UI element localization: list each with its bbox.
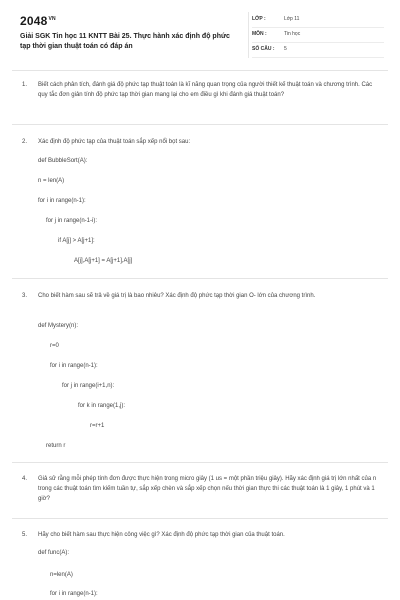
question-divider <box>12 462 388 463</box>
meta-subject: MÔN : Tin học <box>252 29 384 43</box>
code-line: if A[j] > A[j+1]: <box>58 238 95 244</box>
code-line: for j in range(i+1,n): <box>62 383 115 389</box>
code-line: r=0 <box>50 343 59 349</box>
document-title: Giải SGK Tin học 11 KNTT Bài 25. Thực hành xác định độ phức tạp thời gian thuật toán có đáp án <box>20 33 230 50</box>
code-line: n = len(A) <box>38 178 65 184</box>
code-line: return r <box>46 443 66 449</box>
document-header <box>0 0 400 66</box>
code-line: for i in range(n-1): <box>50 591 98 597</box>
code-line: for j in range(n-1-i): <box>46 218 98 224</box>
code-line: for k in range(1,j): <box>78 403 126 409</box>
code-line: def Mystery(n): <box>38 323 79 329</box>
code-line: n=len(A) <box>50 572 73 578</box>
code-line: def func(A): <box>38 550 70 556</box>
code-line: def BubbleSort(A): <box>38 158 88 164</box>
site-logo[interactable]: $2048^{VN}$ <box>20 14 56 28</box>
meta-question-count: SỐ CÂU : 5 <box>252 44 384 58</box>
code-line: A[j],A[j+1] = A[j+1],A[j] <box>74 258 133 264</box>
header-divider <box>12 70 388 71</box>
code-line: for i in range(n-1): <box>38 198 86 204</box>
header-separator <box>248 12 249 58</box>
code-line: for i in range(n-1): <box>50 363 98 369</box>
question-divider <box>12 518 388 519</box>
question-divider <box>12 278 388 279</box>
meta-class: LỚP : Lớp 11 <box>252 14 384 28</box>
question-divider <box>12 124 388 125</box>
document-page: $2048^{VN}$ Giải SGK Tin học 11 KNTT Bài 25. Thực hành xác định độ phức tạp thời gian thuật toán có đáp án LỚP : Lớp 11 MÔN : Tin học SỐ CÂU : 5 1. Biết cách phân tích, đánh giá độ phức tạp thuật toán là kĩ năng quan trọng của người thiết kế thuật toán và chương trình. Các quy tắc đơn giản tính độ phức tạp thời gian mang lại cho em điều gì khi đánh giá thuật toán? 2. Xác định độ phức tạp của thuật toán sắp xếp nổi bọt sau: def BubbleSort(A): n = len(A) for i in range(n-1): for j in range(n-1-i): if A[j] > A[j+1]: A[j],A[j+1] = A[j+1],A[j] 3. Cho biết hàm sau sẽ trả về giá trị là bao nhiêu? Xác định độ phức tạp thời gian O- lớn của chương trình. def Mystery(n): r=0 for i in range(n-1): for j in range(i+1,n): for k in range(1,j): r=r+1 return r 4. Giả sử rằng mỗi phép tính đơn được thực hiện trong micro giây (1 us = một phần triệu giây). Hãy xác định giá trị lớn nhất của n trong các thuật toán tìm kiếm tuần tự, sắp xếp chèn và sắp xếp chọn nếu thời gian thực thi các thuật toán là 1 giây, 1 phút và 1 giờ? 5. Hãy cho biết hàm sau thực hiện công việc gì? Xác định độ phức tạp thời gian của thuật toán. def func(A): n=len(A) for i in range(n-1): <box>0 0 400 600</box>
code-line: r=r+1 <box>90 423 105 429</box>
